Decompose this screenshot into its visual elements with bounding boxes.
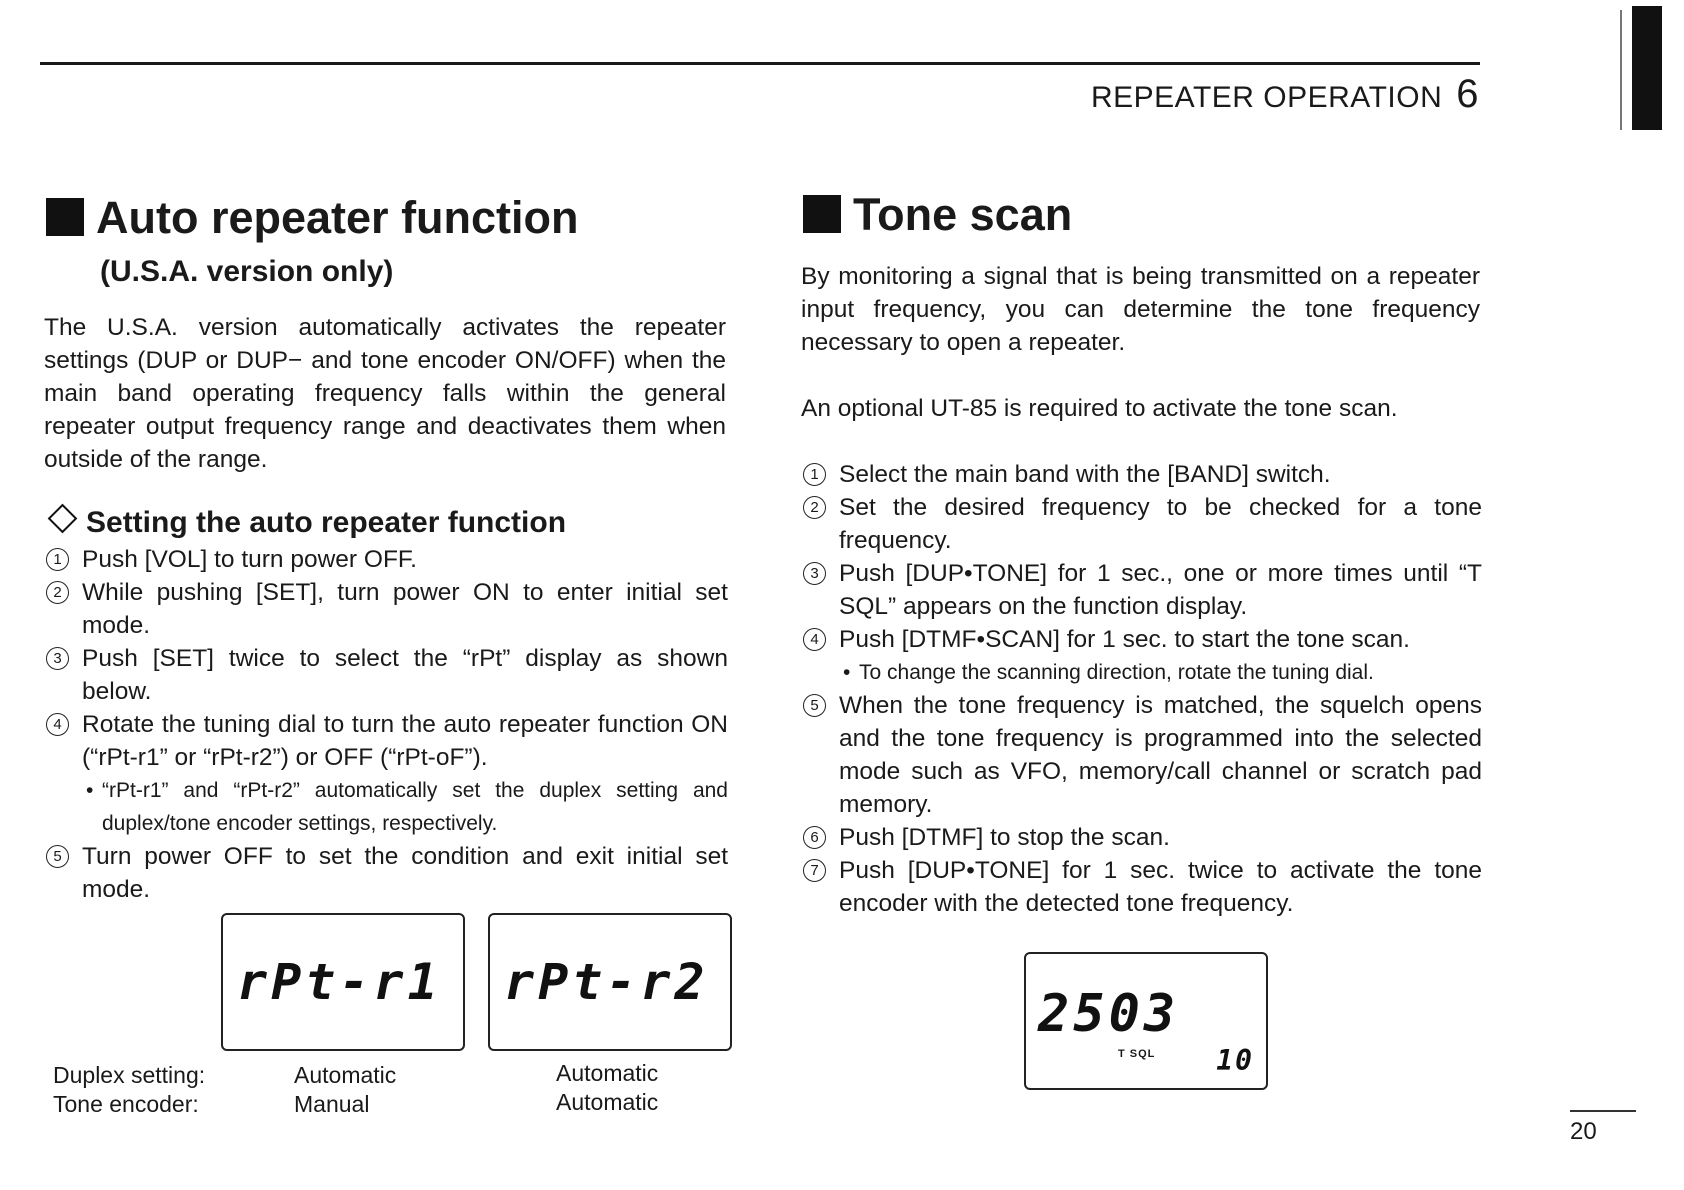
step-text: Turn power OFF to set the condition and exit initial set mode. bbox=[82, 843, 728, 903]
step-text: When the tone frequency is matched, the squelch opens and the tone frequency is programmed into the selected mode such as VFO, memory/call channel or scratch pad memory. bbox=[839, 692, 1482, 818]
setting-heading-text: Setting the auto repeater function bbox=[86, 506, 567, 539]
step-number: 2 bbox=[803, 496, 826, 519]
step-item bbox=[44, 840, 728, 906]
step-item bbox=[801, 854, 1482, 920]
step-text: Rotate the tuning dial to turn the auto repeater function ON (“rPt-r1” or “rPt-r2”) or OFF (“rPt-oF”). bbox=[82, 711, 728, 771]
section-title: REPEATER OPERATION bbox=[1090, 81, 1443, 114]
step-item bbox=[44, 576, 728, 642]
tone-encoder-value: Automatic bbox=[556, 1089, 659, 1115]
tone-scan-optional-note: An optional UT-85 is required to activate the tone scan. bbox=[801, 395, 1398, 422]
step-item bbox=[801, 491, 1482, 557]
step-number: 4 bbox=[46, 713, 69, 736]
step-text: Push [SET] twice to select the “rPt” display as shown below. bbox=[82, 645, 728, 705]
step-text: While pushing [SET], turn power ON to enter initial set mode. bbox=[82, 579, 728, 639]
auto-repeater-steps bbox=[44, 543, 728, 906]
auto-repeater-heading bbox=[46, 192, 579, 244]
tsql-indicator: T SQL bbox=[1118, 1048, 1156, 1060]
duplex-value: Automatic bbox=[294, 1062, 397, 1088]
auto-repeater-intro: The U.S.A. version automatically activates the repeater settings (DUP or DUP− and tone encoder ON/OFF) when the main band operating frequency falls within the general repeater output frequency range and deactivates them when outside of the range. bbox=[44, 314, 726, 473]
setting-heading bbox=[46, 506, 566, 540]
step-number: 5 bbox=[803, 694, 826, 717]
step-item bbox=[801, 821, 1482, 854]
chapter-number: 6 bbox=[1456, 72, 1479, 116]
page-number-rule bbox=[1570, 1110, 1636, 1112]
chapter-header bbox=[1091, 72, 1479, 117]
duplex-value: Automatic bbox=[556, 1060, 659, 1086]
step-number: 5 bbox=[46, 845, 69, 868]
heading-square-icon bbox=[803, 195, 841, 233]
step-text: Push [DUP•TONE] for 1 sec., one or more times until “T SQL” appears on the function display. bbox=[839, 560, 1482, 620]
duplex-setting-label: Duplex setting: bbox=[53, 1062, 206, 1088]
auto-repeater-title: Auto repeater function bbox=[96, 192, 579, 243]
edge-mark bbox=[1620, 10, 1622, 130]
heading-square-icon bbox=[46, 198, 84, 236]
step-item bbox=[44, 543, 728, 576]
step-text: Push [DTMF•SCAN] for 1 sec. to start the tone scan. bbox=[839, 626, 1410, 653]
step-number: 3 bbox=[46, 647, 69, 670]
settings-row-labels bbox=[53, 1061, 205, 1119]
step-number: 3 bbox=[803, 562, 826, 585]
auto-repeater-subtitle: (U.S.A. version only) bbox=[100, 255, 394, 288]
chapter-tab bbox=[1632, 6, 1662, 130]
step-text: Push [DTMF] to stop the scan. bbox=[839, 824, 1170, 851]
diamond-icon bbox=[48, 504, 78, 534]
step-text: Set the desired frequency to be checked for a tone frequency. bbox=[839, 494, 1482, 554]
step-number: 7 bbox=[803, 859, 826, 882]
tone-encoder-value: Manual bbox=[294, 1091, 370, 1117]
step-number: 1 bbox=[46, 548, 69, 571]
step-text: Push [VOL] to turn power OFF. bbox=[82, 546, 417, 573]
step-text: Push [DUP•TONE] for 1 sec. twice to activate the tone encoder with the detected tone frequency. bbox=[839, 857, 1482, 917]
lcd-readout: rPt-r2 bbox=[504, 953, 709, 1011]
step-item bbox=[801, 458, 1482, 491]
step-item bbox=[801, 623, 1482, 689]
step-item bbox=[801, 689, 1482, 821]
tone-scan-title: Tone scan bbox=[853, 189, 1073, 240]
lcd-channel-readout: 10 bbox=[1216, 1044, 1254, 1077]
step-number: 4 bbox=[803, 628, 826, 651]
step-number: 2 bbox=[46, 581, 69, 604]
step-text: Select the main band with the [BAND] switch. bbox=[839, 461, 1331, 488]
lcd-display-rpt-r2 bbox=[488, 913, 732, 1051]
tone-scan-heading bbox=[803, 189, 1072, 241]
tone-scan-intro: By monitoring a signal that is being transmitted on a repeater input frequency, you can determine the tone frequency necessary to open a repeater. bbox=[801, 263, 1480, 356]
settings-column-r2 bbox=[556, 1059, 658, 1117]
step-number: 6 bbox=[803, 826, 826, 849]
settings-column-r1 bbox=[294, 1061, 396, 1119]
step-note: • To change the scanning direction, rotate the tuning dial. bbox=[839, 656, 1482, 689]
step-note: • “rPt-r1” and “rPt-r2” automatically set the duplex setting and duplex/tone encoder settings, respectively. bbox=[82, 774, 728, 840]
tone-encoder-label: Tone encoder: bbox=[53, 1091, 199, 1117]
lcd-display-tone-scan bbox=[1024, 952, 1268, 1090]
step-number: 1 bbox=[803, 463, 826, 486]
lcd-display-rpt-r1 bbox=[221, 913, 465, 1051]
page-number: 20 bbox=[1570, 1118, 1597, 1145]
header-rule bbox=[40, 62, 1480, 65]
step-item bbox=[44, 708, 728, 840]
lcd-readout: rPt-r1 bbox=[237, 953, 442, 1011]
tone-scan-steps bbox=[801, 458, 1482, 920]
lcd-frequency-readout: 2503 bbox=[1038, 984, 1180, 1044]
step-item bbox=[44, 642, 728, 708]
step-item bbox=[801, 557, 1482, 623]
